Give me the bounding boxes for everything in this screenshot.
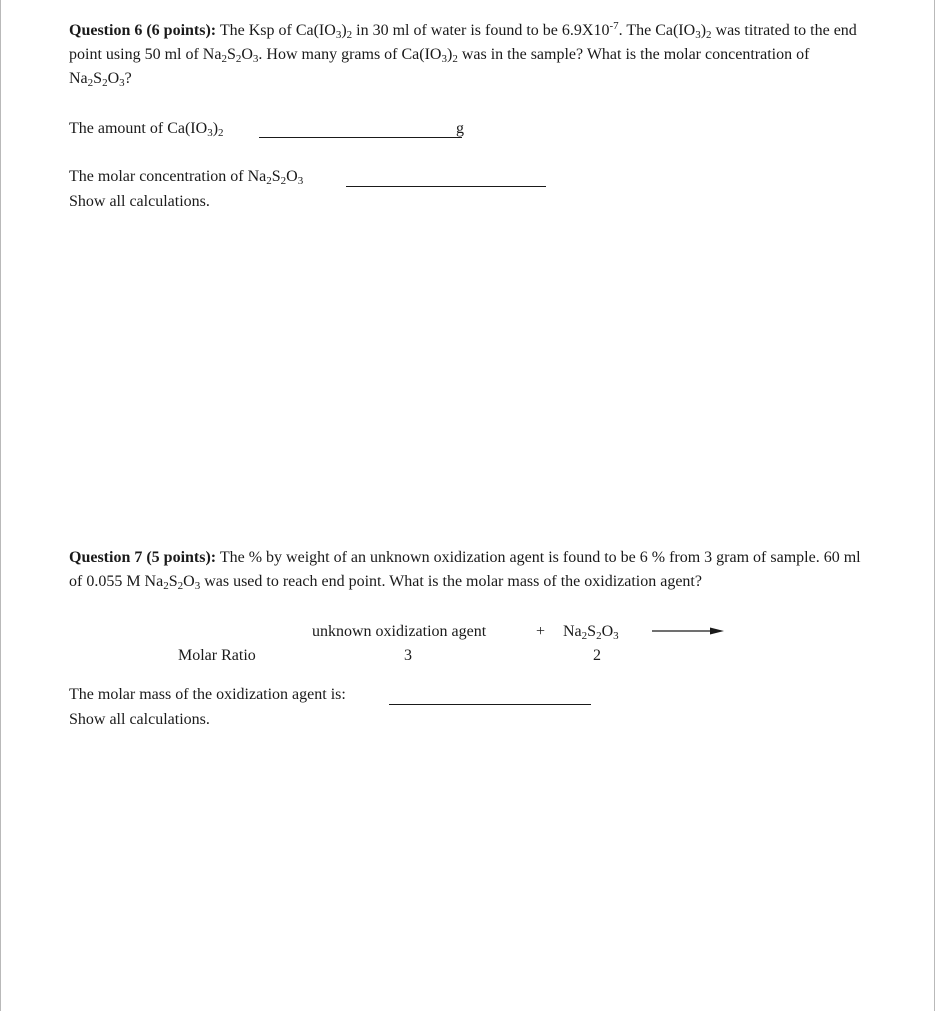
superscript: -7 [609,20,619,32]
q6-show-calculations: Show all calculations. [69,193,210,210]
subscript: 2 [163,580,169,592]
molar-label-text: The molar concentration of Na [69,168,267,185]
subscript: 2 [218,127,224,139]
subscript: 3 [441,53,447,65]
amount-unit: g [456,120,464,137]
q6-text: was titrated to the end point using 50 ml of Na [69,22,857,63]
q6-text: in 30 ml of water is found to be 6.9X10 [352,22,610,39]
amount-answer-blank[interactable] [259,137,462,138]
reactant-sodium-thiosulfate [563,622,619,642]
q7-show-calculations: Show all calculations. [69,711,210,728]
amount-label [69,119,224,139]
q7-text: The % by weight of an unknown oxidization agent is found to be 6 % from 3 gram of sample. 60 ml of 0.055 M Na [69,549,861,590]
q6-text: . How many grams of Ca(IO [258,46,442,63]
q6-text: O [107,70,120,87]
q6-text: S [93,70,103,87]
q7-text: S [168,573,178,590]
q6-text: ? [124,70,132,87]
reactant-text: Na [563,623,582,640]
subscript: 2 [102,77,108,89]
subscript: 3 [207,127,213,139]
q7-text: O [183,573,195,590]
subscript: 2 [596,630,602,642]
amount-label-text: ) [212,120,219,137]
q6-text: . The Ca(IO [618,22,696,39]
subscript: 2 [706,29,712,41]
question-6-text [69,19,874,91]
molar-concentration-label [69,167,303,187]
ratio-value-agent: 3 [404,647,412,664]
subscript: 3 [297,175,304,187]
subscript: 2 [346,29,353,41]
amount-label-text: The amount of Ca(IO [69,120,208,137]
q6-text: The Ksp of Ca(IO [216,22,336,39]
molar-label-text: O [286,168,298,185]
subscript: 2 [266,175,272,187]
molar-ratio-label: Molar Ratio [178,647,256,664]
subscript: 3 [194,580,201,592]
q6-text: O [241,46,253,63]
q6-text: ) [341,22,347,39]
subscript: 3 [695,29,701,41]
subscript: 3 [335,29,342,41]
subscript: 2 [280,175,287,187]
molar-concentration-answer-blank[interactable] [346,186,546,187]
reactant-unknown-agent: unknown oxidization agent [312,623,487,640]
ratio-value-thiosulfate: 2 [593,647,601,664]
subscript: 2 [235,53,242,65]
question-7-text [69,546,874,594]
molar-label-text: S [271,168,281,185]
q6-text: ) [700,22,707,39]
subscript: 2 [452,53,458,65]
subscript: 2 [221,53,227,65]
subscript: 2 [581,630,588,642]
q7-text: was used to reach end point. What is the molar mass of the oxidization agent? [200,573,702,590]
subscript: 3 [119,77,125,89]
reaction-arrow-icon [652,624,724,638]
subscript: 3 [613,630,619,642]
reactant-text: S [587,623,597,640]
subscript: 2 [87,77,94,89]
plus-sign: + [536,623,546,640]
question-7-label: Question 7 (5 points): [69,549,217,566]
q6-text: was in the sample? What is the molar concentration of Na [69,46,810,87]
subscript: 2 [177,580,184,592]
reactant-text: O [601,623,614,640]
q6-text: S [226,46,236,63]
question-6-label: Question 6 (6 points): [69,22,217,39]
subscript: 3 [252,53,259,65]
q6-text: ) [446,46,453,63]
molar-mass-answer-blank[interactable] [389,704,591,705]
molar-mass-label: The molar mass of the oxidization agent is: [69,686,346,703]
